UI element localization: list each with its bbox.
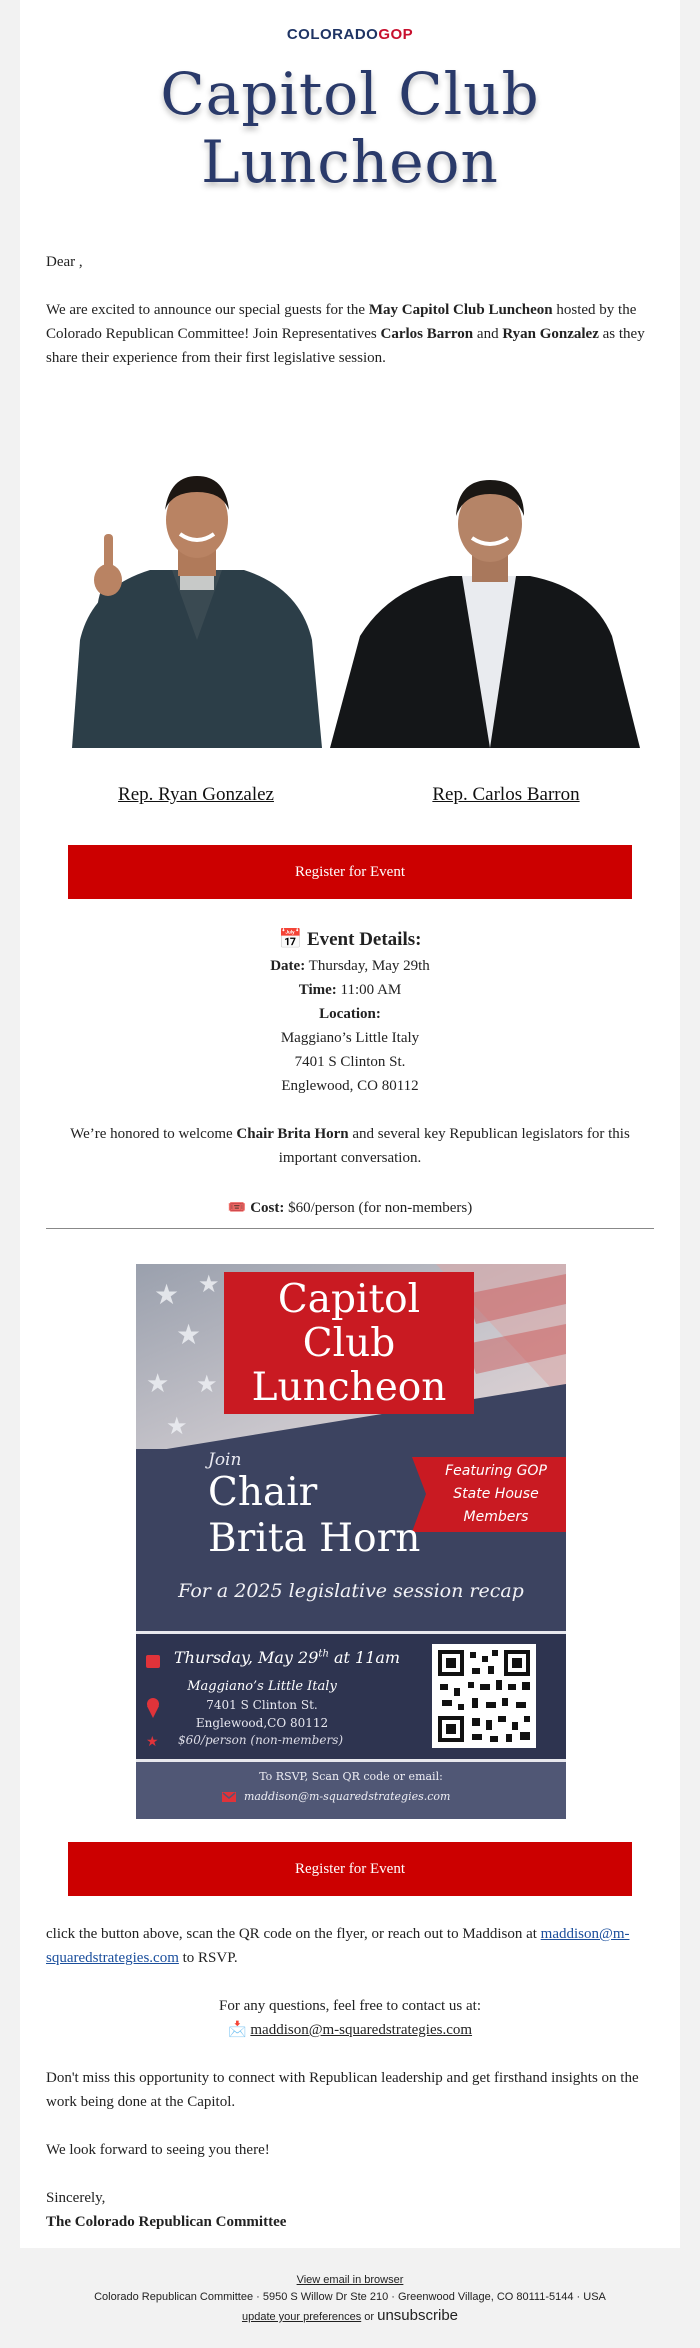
dont-miss-paragraph: Don't miss this opportunity to connect with Republican leadership and get firsthand insights on the work being done at the Capitol. <box>46 2070 639 2110</box>
event-street: 7401 S Clinton St. <box>294 1054 406 1070</box>
photo-ryan-gonzalez <box>72 470 322 748</box>
event-details <box>46 926 654 1098</box>
photo-carlos-barron <box>330 476 640 748</box>
svg-text:★: ★ <box>154 1280 180 1311</box>
speaker-name-gonzalez[interactable]: Rep. Ryan Gonzalez <box>118 784 274 805</box>
email-body <box>20 0 680 2248</box>
rsvp-paragraph: click the button above, scan the QR code on the flyer, or reach out to Maddison at maddison@m-squaredstrategies.com to RSVP. <box>46 1926 630 1966</box>
contact-email-link[interactable]: maddison@m-squaredstrategies.com <box>250 2022 473 2038</box>
calendar-icon: 📅 <box>278 929 303 950</box>
flyer-chair-name: Chair Brita Horn <box>208 1470 421 1561</box>
footer-address: Colorado Republican Committee · 5950 S Willow Dr Ste 210 · Greenwood Village, CO 80111-5144 · USA <box>94 2291 606 2303</box>
welcome-paragraph: We’re honored to welcome Chair Brita Horn and several key Republican legislators for this important conversation. <box>70 1126 630 1166</box>
flyer-rsvp: To RSVP, Scan QR code or email: <box>259 1770 443 1783</box>
flyer-recap: For a 2025 legislative session recap <box>178 1580 524 1602</box>
unsubscribe-link[interactable]: unsubscribe <box>377 2307 459 2324</box>
brand-logo: COLORADOGOP <box>286 26 414 43</box>
footer-prefs-row: update your preferences or unsubscribe <box>241 2307 459 2324</box>
flyer-featuring: Featuring GOP State House Members <box>445 1463 547 1525</box>
person-photo-icon <box>330 476 640 748</box>
svg-text:★: ★ <box>166 1414 188 1440</box>
svg-text:★: ★ <box>146 1735 159 1750</box>
sincerely-text: Sincerely, <box>46 2190 106 2206</box>
flyer-city: Englewood,CO 80112 <box>195 1716 329 1730</box>
event-city: Englewood, CO 80112 <box>281 1078 419 1094</box>
register-button-top[interactable]: Register for Event <box>68 845 632 899</box>
svg-text:★: ★ <box>146 1369 170 1398</box>
event-venue: Maggiano’s Little Italy <box>280 1030 420 1046</box>
footer-view-browser-row <box>0 2274 700 2286</box>
event-location-label: Location: <box>319 1006 381 1022</box>
event-flyer <box>136 1264 566 1819</box>
flyer-price: $60/person (non-members) <box>178 1733 344 1747</box>
rsvp-email-link[interactable]: maddison@m-squaredstrategies.com <box>46 1926 630 1966</box>
flyer-title: Capitol Club Luncheon <box>251 1277 447 1410</box>
intro-paragraph: We are excited to announce our special guests for the May Capitol Club Luncheon hosted by the Colorado Republican Committee! Join Representatives Carlos Barron and Ryan Gonzalez as they share their experience from their first legislative session. <box>46 302 645 366</box>
envelope-icon: 📩 <box>227 2022 247 2038</box>
cost-line: 🎟️ Cost: $60/person (for non-members) <box>227 1200 473 1216</box>
greeting: Dear , <box>46 254 83 270</box>
event-time: Time: 11:00 AM <box>298 982 402 998</box>
flyer-date: Thursday, May 29th at 11am <box>174 1648 401 1667</box>
svg-text:★: ★ <box>176 1320 202 1351</box>
flyer-venue: Maggiano’s Little Italy <box>187 1679 337 1694</box>
svg-text:★: ★ <box>198 1272 220 1298</box>
svg-text:★: ★ <box>196 1372 218 1398</box>
hero-title: Capitol Club Luncheon <box>160 60 540 196</box>
ticket-icon: 🎟️ <box>227 1200 247 1216</box>
person-photo-icon <box>72 470 322 748</box>
signature: The Colorado Republican Committee <box>46 2214 287 2230</box>
look-forward-text: We look forward to seeing you there! <box>46 2142 270 2158</box>
register-button-bottom[interactable]: Register for Event <box>68 1842 632 1896</box>
speaker-name-barron[interactable]: Rep. Carlos Barron <box>432 784 580 805</box>
update-preferences-link[interactable]: update your preferences <box>241 2311 362 2323</box>
flyer-email: maddison@m-squaredstrategies.com <box>244 1790 451 1803</box>
questions-text: For any questions, feel free to contact us at: <box>218 1998 481 2014</box>
divider <box>46 1228 654 1229</box>
event-details-heading: 📅 Event Details: <box>278 929 422 950</box>
flyer-join: Join <box>208 1450 242 1470</box>
flyer-street: 7401 S Clinton St. <box>206 1698 318 1712</box>
view-in-browser-link[interactable]: View email in browser <box>296 2274 404 2286</box>
event-date: Date: Thursday, May 29th <box>270 958 430 974</box>
contact-line <box>46 2018 654 2042</box>
